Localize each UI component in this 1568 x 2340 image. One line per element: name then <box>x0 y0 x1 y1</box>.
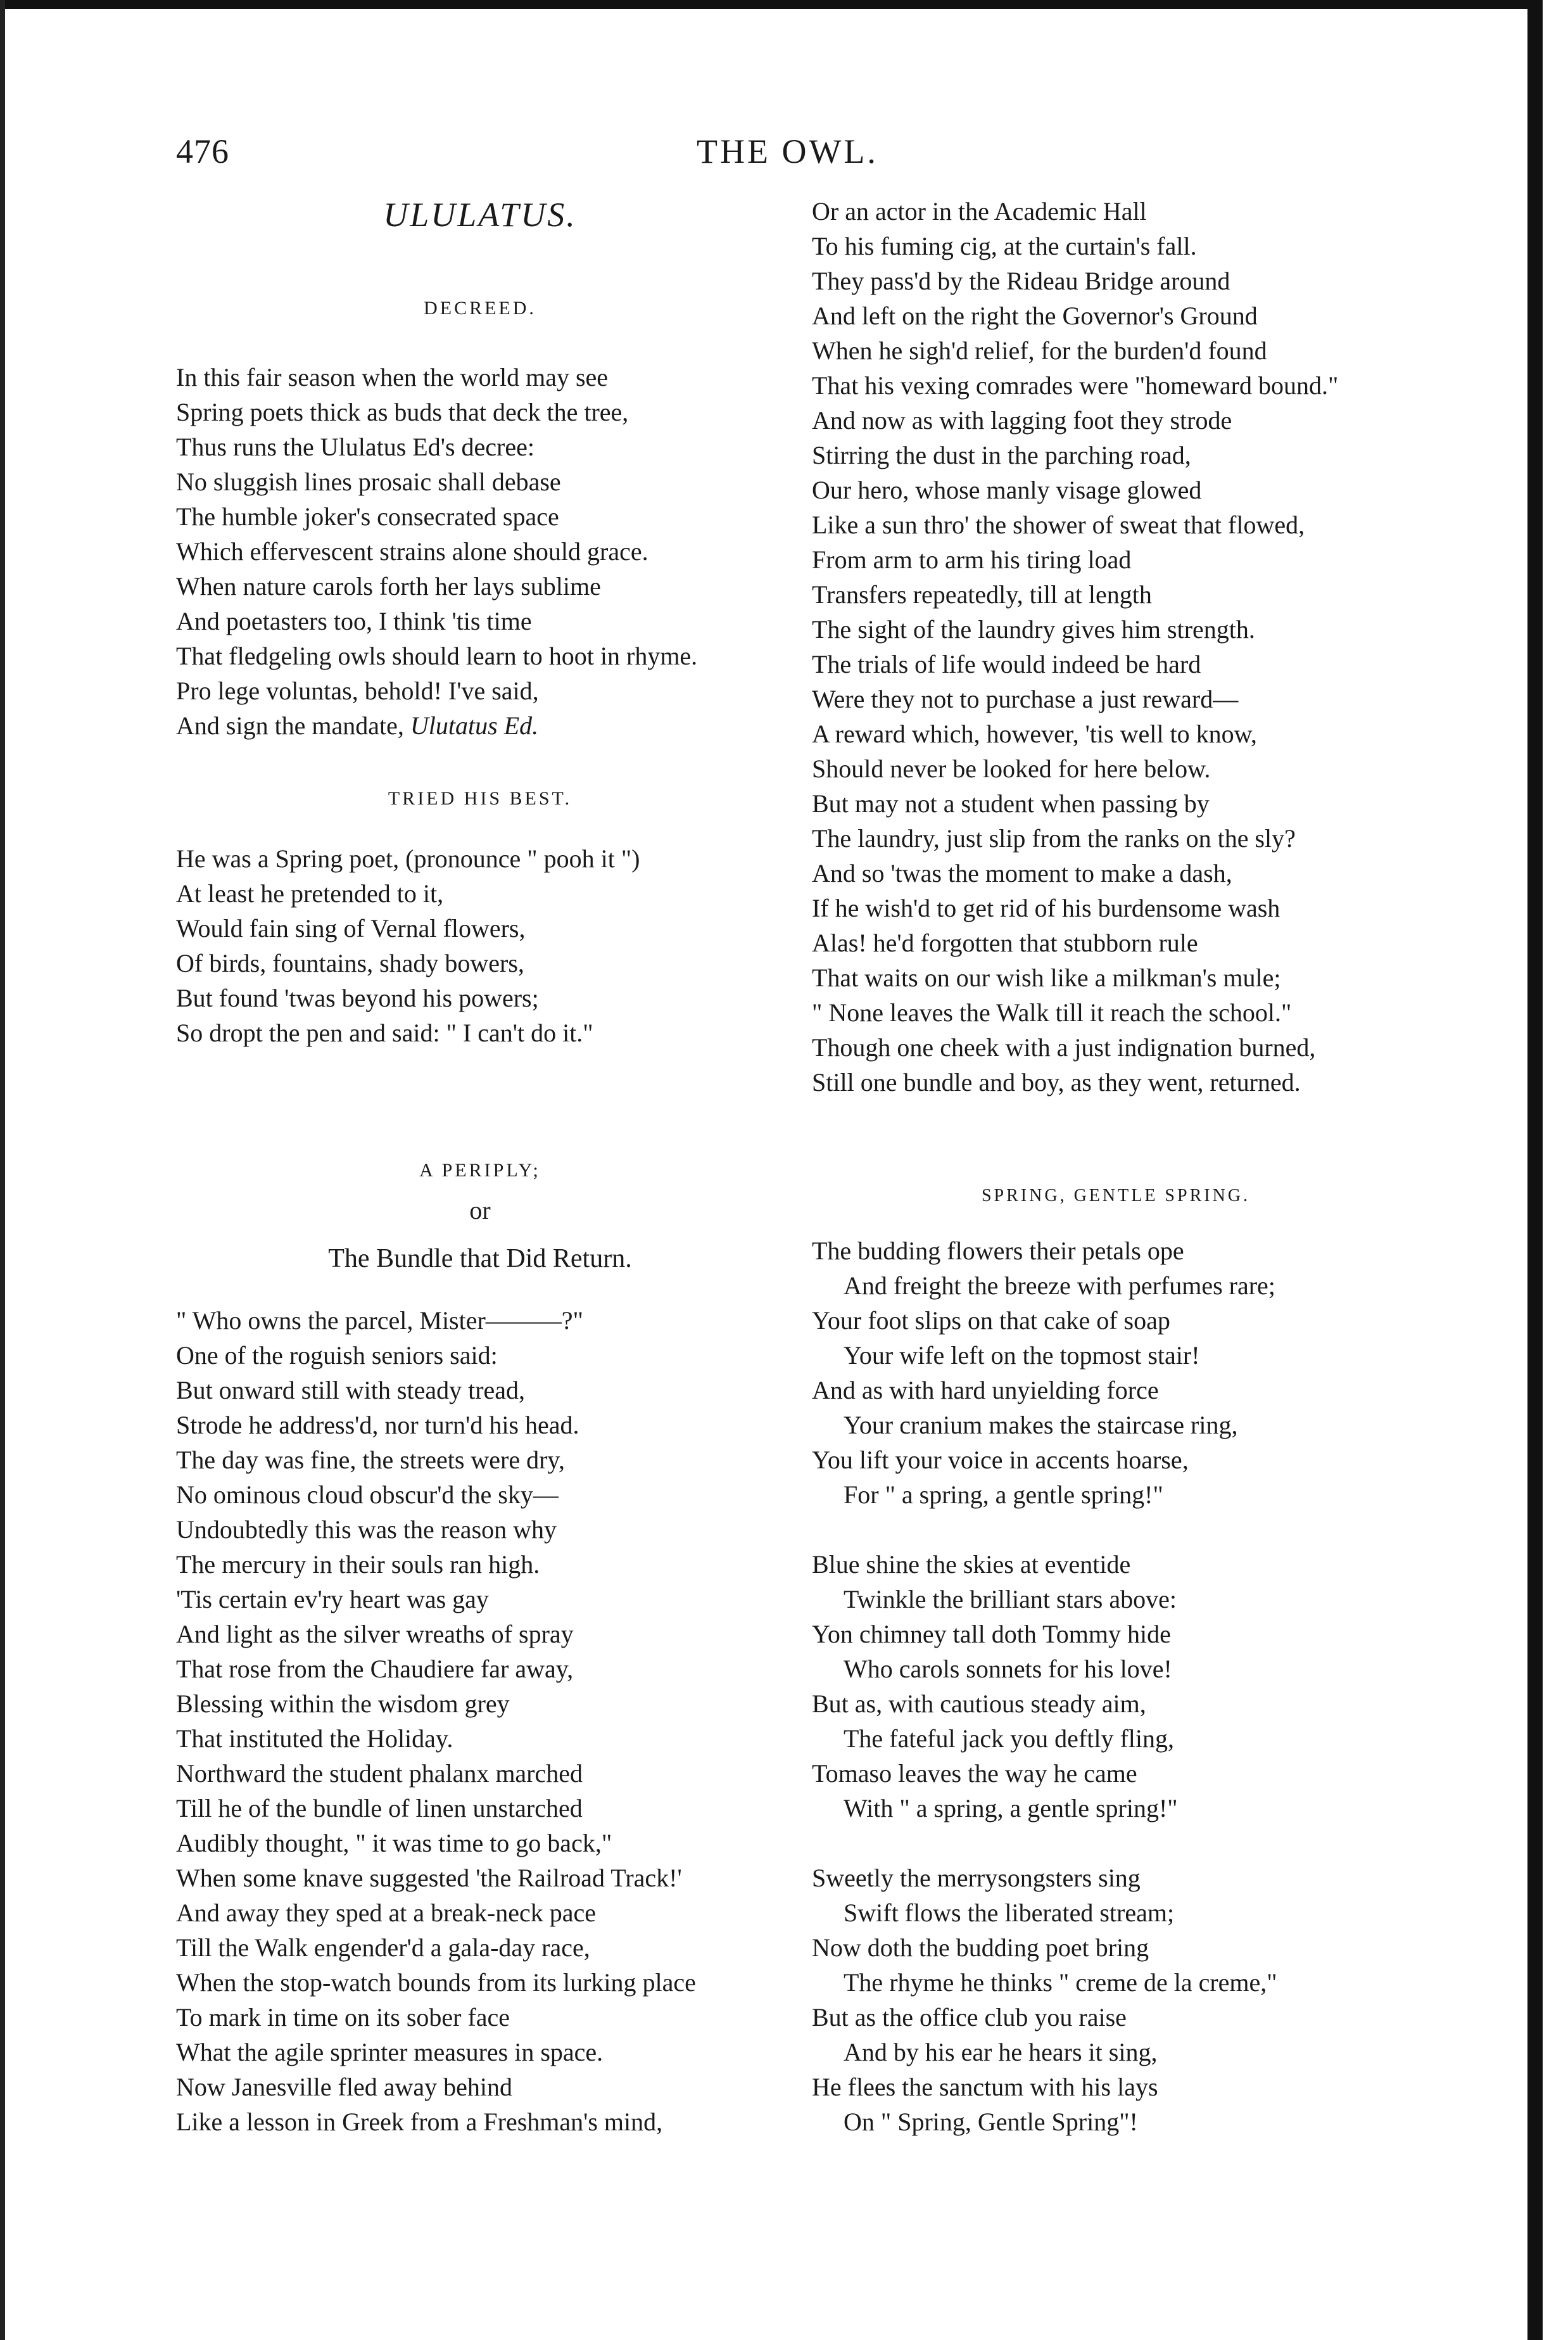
poem-line: When the stop-watch bounds from its lurking place <box>176 1968 696 1997</box>
spring-stanza-2 <box>812 1547 1420 1826</box>
poem-line: Our hero, whose manly visage glowed <box>812 476 1202 504</box>
poem-line: In this fair season when the world may see <box>176 363 609 391</box>
poem-line: And so 'twas the moment to make a dash, <box>812 859 1232 887</box>
poem-line: Thus runs the Ululatus Ed's decree: <box>176 433 534 461</box>
periply-poem <box>176 1303 784 2139</box>
poem-line: Of birds, fountains, shady bowers, <box>176 949 524 977</box>
poem-line: Strode he address'd, nor turn'd his head. <box>176 1411 579 1439</box>
poem-line: What the agile sprinter measures in space. <box>176 2038 604 2066</box>
poem-line-signed <box>176 708 784 743</box>
signature: Ulutatus Ed. <box>410 711 539 740</box>
poem-line: Though one cheek with a just indignation burned, <box>812 1033 1316 1062</box>
signature-prefix: And sign the mandate, <box>176 711 410 740</box>
right-column-bottom <box>812 1178 1420 2139</box>
poem-line: The humble joker's consecrated space <box>176 502 559 531</box>
poem-line: Blue shine the skies at eventide <box>812 1550 1131 1579</box>
poem-line: Your foot slips on that cake of soap <box>812 1306 1170 1335</box>
poem-line: But found 'twas beyond his powers; <box>176 984 539 1012</box>
poem-line: Should never be looked for here below. <box>812 754 1211 783</box>
poem-line: And away they sped at a break-neck pace <box>176 1898 597 1927</box>
poem-line: Northward the student phalanx marched <box>176 1759 583 1788</box>
poem-line: Which effervescent strains alone should grace. <box>176 537 648 566</box>
poem-line: So dropt the pen and said: " I can't do it." <box>176 1019 593 1047</box>
poem-line: Audibly thought, " it was time to go back," <box>176 1829 612 1857</box>
poem-line: Transfers repeatedly, till at length <box>812 580 1152 609</box>
poem-line: Now doth the budding poet bring <box>812 1933 1149 1962</box>
poem-line: Pro lege voluntas, behold! I've said, <box>176 677 539 705</box>
page-scan-edge-left <box>0 0 5 2340</box>
poem-line: With " a spring, a gentle spring!" <box>844 1794 1178 1822</box>
poem-line: The mercury in their souls ran high. <box>176 1550 540 1579</box>
poem-line: A reward which, however, 'tis well to know, <box>812 720 1257 748</box>
poem-line: Yon chimney tall doth Tommy hide <box>812 1620 1171 1648</box>
page-scan-edge-right <box>1527 0 1543 2340</box>
spring-stanza-3 <box>812 1860 1420 2139</box>
poem-line: " None leaves the Walk till it reach the school." <box>812 998 1292 1027</box>
decreed-poem <box>176 360 784 743</box>
poem-line: You lift your voice in accents hoarse, <box>812 1446 1189 1474</box>
page-scan-edge-top <box>0 0 1543 9</box>
poem-line: 'Tis certain ev'ry heart was gay <box>176 1585 489 1613</box>
poem-line: And light as the silver wreaths of spray <box>176 1620 574 1648</box>
poem-line: Now Janesville fled away behind <box>176 2073 512 2101</box>
poem-line: To his fuming cig, at the curtain's fall. <box>812 232 1197 260</box>
poem-line: To mark in time on its sober face <box>176 2003 510 2032</box>
poem-line: No ominous cloud obscur'd the sky— <box>176 1480 559 1509</box>
section-title: ULULATUS. <box>383 196 577 234</box>
page-number: 476 <box>176 132 229 170</box>
poem-line: And poetasters too, I think 'tis time <box>176 607 532 635</box>
poem-line: Or an actor in the Academic Hall <box>812 197 1147 226</box>
poem-line: Would fain sing of Vernal flowers, <box>176 914 526 943</box>
poem-line: The day was fine, the streets were dry, <box>176 1446 565 1474</box>
poem-line: When some knave suggested 'the Railroad Track!' <box>176 1864 682 1892</box>
poem-line: The laundry, just slip from the ranks on the sly? <box>812 824 1296 853</box>
poem-line: When he sigh'd relief, for the burden'd found <box>812 336 1267 365</box>
tried-poem <box>176 841 784 1050</box>
right-column-top <box>812 194 1420 1100</box>
poem-line: And by his ear he hears it sing, <box>844 2038 1158 2066</box>
poem-line: Blessing within the wisdom grey <box>176 1689 510 1718</box>
poem-line: Till he of the bundle of linen unstarched <box>176 1794 583 1822</box>
poem-line: Like a sun thro' the shower of sweat that flowed, <box>812 511 1305 539</box>
poem-line: Stirring the dust in the parching road, <box>812 441 1191 469</box>
poem-line: Alas! he'd forgotten that stubborn rule <box>812 929 1198 957</box>
spring-heading: SPRING, GENTLE SPRING. <box>981 1186 1251 1205</box>
left-column-bottom <box>176 1153 784 2139</box>
poem-line: The sight of the laundry gives him strength. <box>812 615 1255 644</box>
poem-line: Spring poets thick as buds that deck the tree, <box>176 398 629 426</box>
poem-line: No sluggish lines prosaic shall debase <box>176 467 561 496</box>
periply-or: or <box>469 1196 491 1224</box>
poem-line: And freight the breeze with perfumes rare; <box>844 1271 1275 1300</box>
poem-line: Undoubtedly this was the reason why <box>176 1515 557 1544</box>
poem-line: Were they not to purchase a just reward— <box>812 685 1239 713</box>
poem-line: The budding flowers their petals ope <box>812 1237 1184 1265</box>
poem-line: But as the office club you raise <box>812 2003 1127 2032</box>
poem-line: Your cranium makes the staircase ring, <box>844 1411 1238 1439</box>
poem-line: On " Spring, Gentle Spring"! <box>844 2108 1138 2136</box>
poem-line: Sweetly the merrysongsters sing <box>812 1864 1141 1892</box>
poem-line: Like a lesson in Greek from a Freshman's mind, <box>176 2108 663 2136</box>
periply-subtitle: The Bundle that Did Return. <box>328 1244 632 1273</box>
poem-line: That his vexing comrades were "homeward bound." <box>812 371 1339 400</box>
poem-line: From arm to arm his tiring load <box>812 545 1132 574</box>
poem-line: The fateful jack you deftly fling, <box>844 1724 1175 1753</box>
poem-line: He flees the sanctum with his lays <box>812 2073 1158 2101</box>
poem-line: Still one bundle and boy, as they went, returned. <box>812 1068 1301 1097</box>
poem-line: Till the Walk engender'd a gala-day race, <box>176 1933 590 1962</box>
poem-line: When nature carols forth her lays sublime <box>176 572 601 601</box>
poem-line: That rose from the Chaudiere far away, <box>176 1655 574 1683</box>
poem-line: That fledgeling owls should learn to hoot in rhyme. <box>176 642 698 670</box>
left-column-top <box>176 198 784 1050</box>
poem-line: Twinkle the brilliant stars above: <box>844 1585 1177 1613</box>
poem-line: And left on the right the Governor's Ground <box>812 302 1258 330</box>
poem-line: But onward still with steady tread, <box>176 1376 526 1404</box>
poem-line: But as, with cautious steady aim, <box>812 1689 1146 1718</box>
poem-line: And as with hard unyielding force <box>812 1376 1159 1404</box>
tried-heading: TRIED HIS BEST. <box>388 788 572 809</box>
decreed-heading: DECREED. <box>424 298 536 319</box>
periply-heading: A PERIPLY; <box>419 1160 541 1181</box>
poem-line: If he wish'd to get rid of his burdensome wash <box>812 894 1280 922</box>
poem-line: And now as with lagging foot they strode <box>812 406 1232 435</box>
running-title: THE OWL. <box>697 132 878 170</box>
poem-line: Swift flows the liberated stream; <box>844 1898 1175 1927</box>
poem-line: " Who owns the parcel, Mister———?" <box>176 1306 583 1335</box>
poem-line: One of the roguish seniors said: <box>176 1341 498 1370</box>
poem-line: The trials of life would indeed be hard <box>812 650 1201 678</box>
poem-line: Who carols sonnets for his love! <box>844 1655 1172 1683</box>
poem-line: The rhyme he thinks " creme de la creme," <box>844 1968 1277 1997</box>
periply-continued <box>812 194 1420 1100</box>
poem-line: That waits on our wish like a milkman's mule; <box>812 963 1281 992</box>
poem-line: But may not a student when passing by <box>812 789 1210 818</box>
poem-line: At least he pretended to it, <box>176 879 444 908</box>
poem-line: Your wife left on the topmost stair! <box>844 1341 1200 1370</box>
poem-line: They pass'd by the Rideau Bridge around <box>812 267 1230 295</box>
spring-stanza-1 <box>812 1233 1420 1512</box>
poem-line: For " a spring, a gentle spring!" <box>844 1480 1163 1509</box>
poem-line: Tomaso leaves the way he came <box>812 1759 1137 1788</box>
poem-line: That instituted the Holiday. <box>176 1724 453 1753</box>
poem-line: He was a Spring poet, (pronounce " pooh it ") <box>176 844 640 873</box>
